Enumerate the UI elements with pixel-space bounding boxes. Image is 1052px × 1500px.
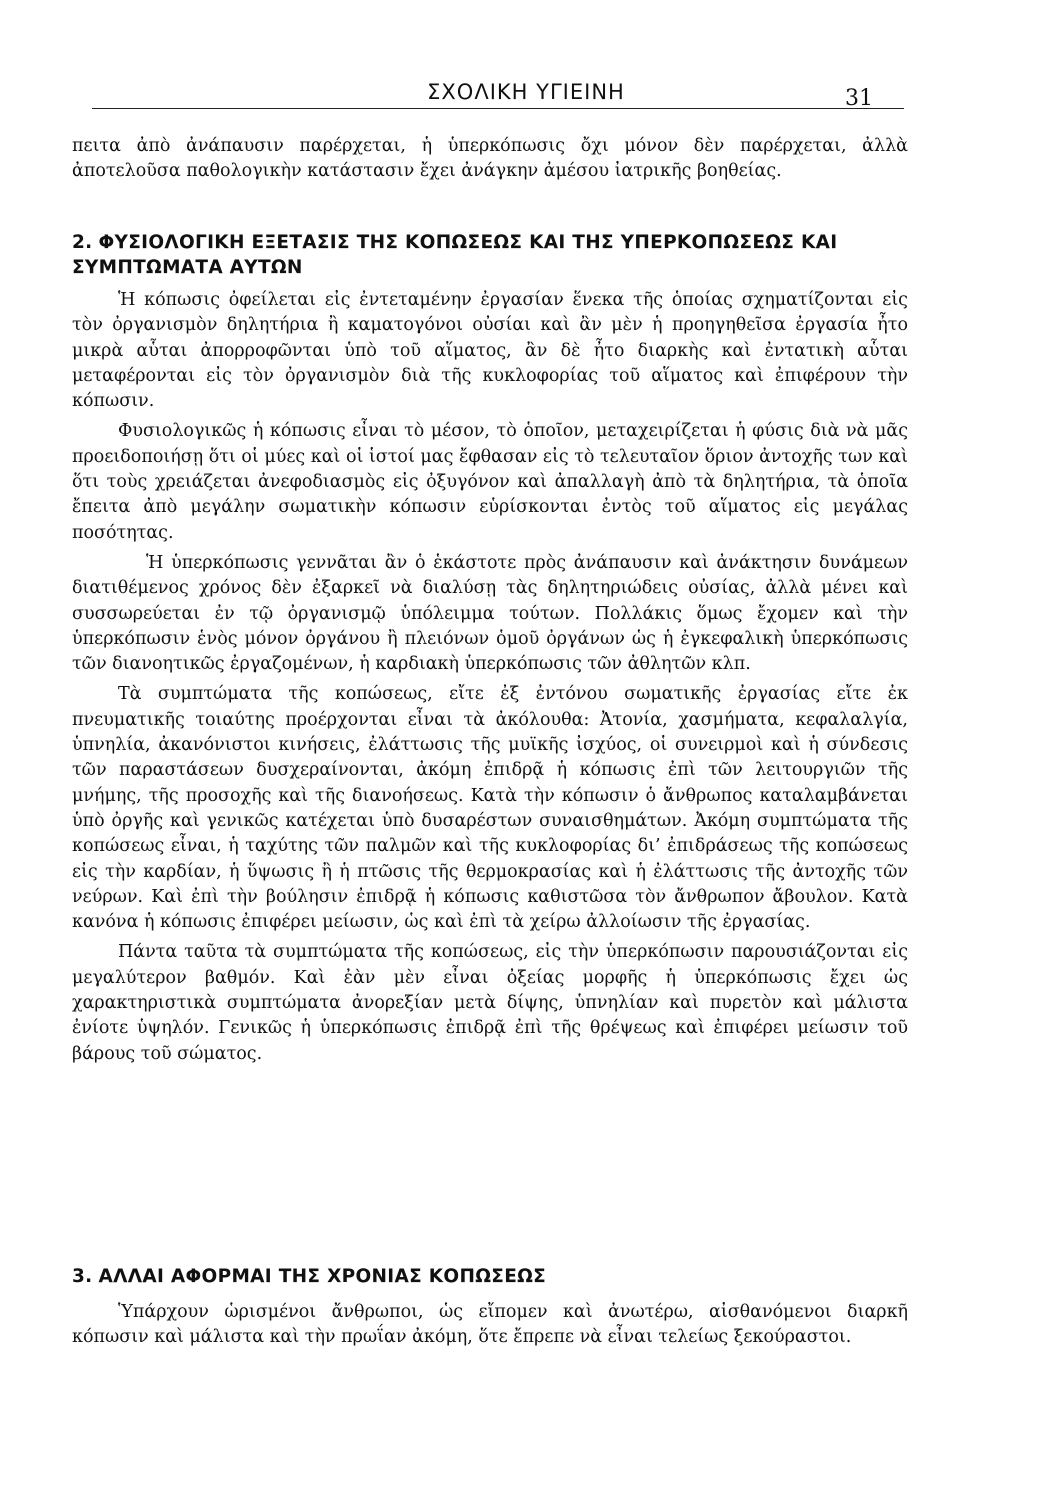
section-2-paragraph-3: Ἡ ὑπερκόπωσις γεννᾶται ἂν ὁ ἑκάστοτε πρὸς ἀνάπαυσιν καὶ ἀνάκτησιν δυνάμεων διατιθέμενος χρόνος δὲν ἐξαρκεῖ νὰ διαλύσῃ τὰς δηλητηριώδεις οὐσίας, ἀλλὰ μένει καὶ συσσωρεύεται ἐν τῷ ὀργανισμῷ ὑπόλειμμα τούτων. Πολλάκις ὅμως ἔχομεν καὶ τὴν ὑπερκόπωσιν ἑνὸς μόνον ὀργάνου ἢ πλειόνων ὁμοῦ ὀργάνων ὡς ἡ ἐγκεφαλικὴ ὑπερκόπωσις τῶν διανοητικῶς ἐργαζομένων, ἡ καρδιακὴ ὑπερκόπωσις τῶν ἀθλητῶν κλπ. <box>72 552 908 675</box>
section-2-paragraph-4: Τὰ συμπτώματα τῆς κοπώσεως, εἴτε ἐξ ἐντόνου σωματικῆς ἐργασίας εἴτε ἐκ πνευματικῆς τοιαύτης προέρχονται εἶναι τὰ ἀκόλουθα: Ἀτονία, χασμήματα, κεφαλαλγία, ὑπνηλία, ἀκανόνιστοι κινήσεις, ἐλάττωσις τῆς μυϊκῆς ἰσχύος, οἱ συνειρμοὶ καὶ ἡ σύνδεσις τῶν παραστάσεων δυσχεραίνονται, ἀκόμη ἐπιδρᾷ ἡ κόπωσις ἐπὶ τῶν λειτουργιῶν τῆς μνήμης, τῆς προσοχῆς καὶ τῆς διανοήσεως. Κατὰ τὴν κόπωσιν ὁ ἄνθρωπος καταλαμβάνεται ὑπὸ ὀργῆς καὶ γενικῶς κατέχεται ὑπὸ δυσαρέστων συναισθημάτων. Ἀκόμη συμπτώματα τῆς κοπώσεως εἶναι, ἡ ταχύτης τῶν παλμῶν καὶ τῆς κυκλοφορίας δι’ ἐπιδράσεως τῆς κοπώσεως εἰς τὴν καρδίαν, ἡ ὕψωσις ἢ ἡ πτῶσις τῆς θερμοκρασίας καὶ ἡ ἐλάττωσις τῆς ἀντοχῆς τῶν νεύρων. Καὶ ἐπὶ τὴν βούλησιν ἐπιδρᾷ ἡ κόπωσις καθιστῶσα τὸν ἄνθρωπον ἄβουλον. Κατὰ κανόνα ἡ κόπωσις ἐπιφέρει μείωσιν, ὡς καὶ ἐπὶ τὰ χείρω ἀλλοίωσιν τῆς ἐργασίας. <box>72 684 908 933</box>
section-3-title: ΑΛΛΑΙ ΑΦΟΡΜΑΙ ΤΗΣ ΧΡΟΝΙΑΣ ΚΟΠΩΣΕΩΣ <box>98 1266 547 1287</box>
section-2-body <box>72 288 908 1067</box>
intro-paragraph: πειτα ἀπὸ ἀνάπαυσιν παρέρχεται, ἡ ὑπερκόπωσις ὄχι μόνον δὲν παρέρχεται, ἀλλὰ ἀποτελοῦσα παθολογικὴν κατάστασιν ἔχει ἀνάγκην ἀμέσου ἰατρικῆς βοηθείας. <box>72 136 908 182</box>
page-number: 31 <box>845 86 873 111</box>
header-rule <box>92 108 904 109</box>
section-3-body <box>72 1300 908 1351</box>
section-3-number: 3. <box>72 1266 93 1287</box>
section-3-paragraph-1: Ὑπάρχουν ὡρισμένοι ἄνθρωποι, ὡς εἴπομεν καὶ ἀνωτέρω, αἰσθανόμενοι διαρκῆ κόπωσιν καὶ μάλιστα καὶ τὴν πρωΐαν ἀκόμη, ὅτε ἔπρεπε νὰ εἶναι τελείως ξεκούραστοι. <box>72 1302 908 1348</box>
section-2-heading <box>72 230 908 280</box>
running-title: ΣΧΟΛΙΚΗ ΥΓΙΕΙΝΗ <box>427 80 625 104</box>
section-2-number: 2. <box>72 232 93 253</box>
section-3-heading <box>72 1264 908 1289</box>
intro-block <box>72 134 908 185</box>
section-2-paragraph-2: Φυσιολογικῶς ἡ κόπωσις εἶναι τὸ μέσον, τὸ ὁποῖον, μεταχειρίζεται ἡ φύσις διὰ νὰ μᾶς προειδοποιήσῃ ὅτι οἱ μύες καὶ οἱ ἱστοί μας ἔφθασαν εἰς τὸ τελευταῖον ὅριον ἀντοχῆς των καὶ ὅτι τοὺς χρειάζεται ἀνεφοδιασμὸς εἰς ὀξυγόνον καὶ ἀπαλλαγὴ ἀπὸ τὰ δηλητήρια, τὰ ὁποῖα ἔπειτα ἀπὸ μεγάλην σωματικὴν κόπωσιν εὑρίσκονται ἐντὸς τοῦ αἵματος εἰς μεγάλας ποσότητας. <box>72 421 908 543</box>
section-2-paragraph-1: Ἡ κόπωσις ὀφείλεται εἰς ἐντεταμένην ἐργασίαν ἕνεκα τῆς ὁποίας σχηματίζονται εἰς τὸν ὀργανισμὸν δηλητήρια ἢ καματογόνοι οὐσίαι καὶ ἂν μὲν ἡ προηγηθεῖσα ἐργασία ἦτο μικρὰ αὗται ἀπορροφῶνται ὑπὸ τοῦ αἵματος, ἂν δὲ ἦτο διαρκὴς καὶ ἐντατικὴ αὗται μεταφέρονται εἰς τὸν ὀργανισμὸν διὰ τῆς κυκλοφορίας τοῦ αἵματος καὶ ἐπιφέρουν τὴν κόπωσιν. <box>72 290 908 412</box>
section-2-title: ΦΥΣΙΟΛΟΓΙΚΗ ΕΞΕΤΑΣΙΣ ΤΗΣ ΚΟΠΩΣΕΩΣ ΚΑΙ ΤΗΣ ΥΠΕΡΚΟΠΩΣΕΩΣ ΚΑΙ ΣΥΜΠΤΩΜΑΤΑ ΑΥΤΩΝ <box>72 232 838 278</box>
section-2-paragraph-5: Πάντα ταῦτα τὰ συμπτώματα τῆς κοπώσεως, εἰς τὴν ὑπερκόπωσιν παρουσιάζονται εἰς μεγαλύτερον βαθμόν. Καὶ ἐὰν μὲν εἶναι ὀξείας μορφῆς ἡ ὑπερκόπωσις ἔχει ὡς χαρακτηριστικὰ συμπτώματα ἀνορεξίαν μετὰ δίψης, ὑπνηλίαν καὶ πυρετὸν καὶ μάλιστα ἐνίοτε ὑψηλόν. Γενικῶς ἡ ὑπερκόπωσις ἐπιδρᾷ ἐπὶ τῆς θρέψεως καὶ ἐπιφέρει μείωσιν τοῦ βάρους τοῦ σώματος. <box>72 942 908 1064</box>
